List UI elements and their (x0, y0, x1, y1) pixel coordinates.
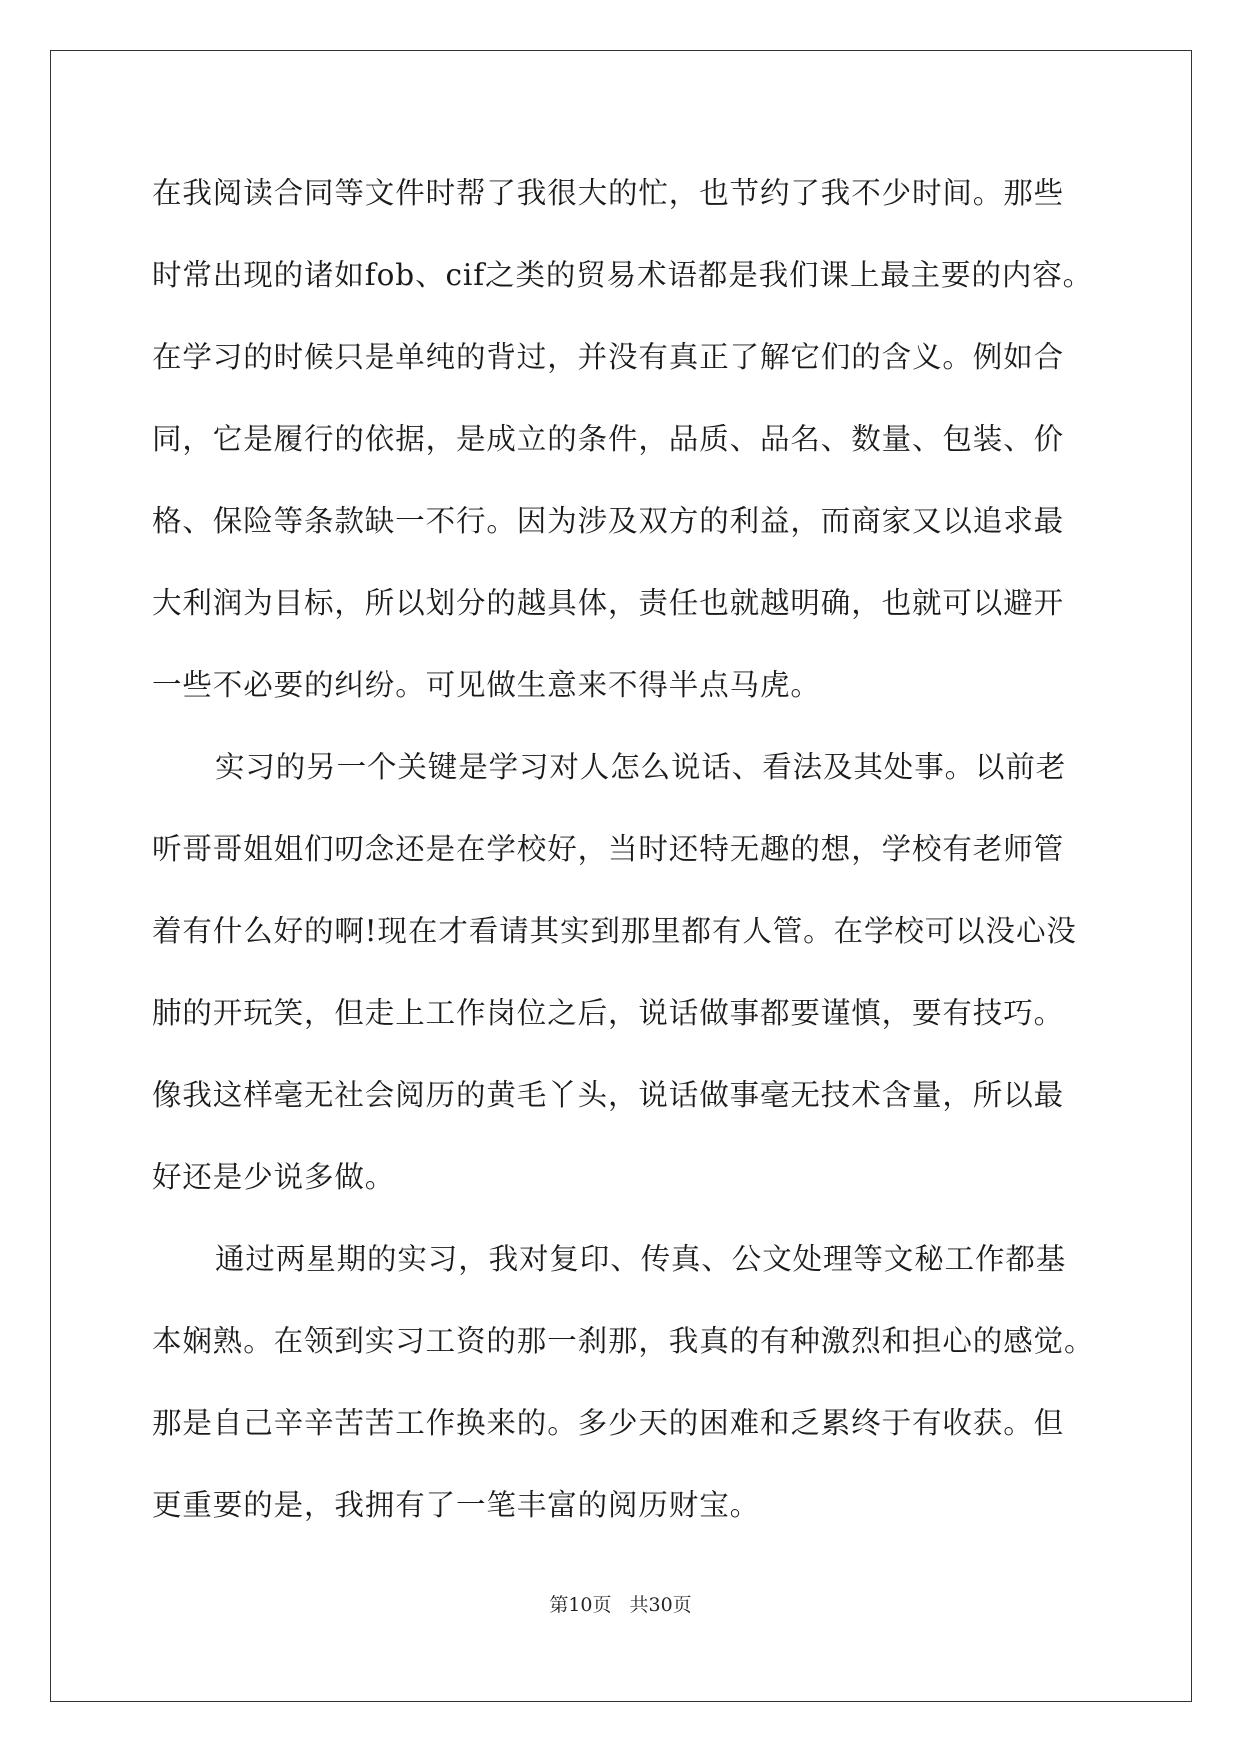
current-page-number: 第10页 (549, 1594, 612, 1616)
text-line: 那是自己辛辛苦苦工作换来的。多少天的困难和乏累终于有收获。但 (152, 1406, 1065, 1440)
text-line: 时常出现的诸如fob、cif之类的贸易术语都是我们课上最主要的内容。 (152, 258, 1094, 292)
text-line: 本娴熟。在领到实习工资的那一刹那，我真的有种激烈和担心的感觉。 (152, 1324, 1095, 1358)
text-line: 一些不必要的纠纷。可见做生意来不得半点马虎。 (152, 668, 821, 702)
text-line: 格、保险等条款缺一不行。因为涉及双方的利益，而商家又以追求最 (152, 504, 1065, 538)
text-line: 像我这样毫无社会阅历的黄毛丫头，说话做事毫无技术含量，所以最 (152, 1078, 1065, 1112)
text-line: 好还是少说多做。 (152, 1160, 396, 1194)
paragraph-start-line: 实习的另一个关键是学习对人怎么说话、看法及其处事。以前老 (215, 750, 1067, 784)
total-page-count: 共30页 (629, 1594, 692, 1616)
document-body (152, 163, 1142, 1557)
paragraph-start-line: 通过两星期的实习，我对复印、传真、公文处理等文秘工作都基 (215, 1242, 1067, 1276)
page-footer (0, 1590, 1241, 1617)
text-line: 大利润为目标，所以划分的越具体，责任也就越明确，也就可以避开 (152, 586, 1065, 620)
text-line: 在学习的时候只是单纯的背过，并没有真正了解它们的含义。例如合 (152, 340, 1065, 374)
text-line: 肺的开玩笑，但走上工作岗位之后，说话做事都要谨慎，要有技巧。 (152, 996, 1065, 1030)
text-line: 听哥哥姐姐们叨念还是在学校好，当时还特无趣的想，学校有老师管 (152, 832, 1065, 866)
text-line: 同，它是履行的依据，是成立的条件，品质、品名、数量、包装、价 (152, 422, 1065, 456)
text-line: 更重要的是，我拥有了一笔丰富的阅历财宝。 (152, 1488, 761, 1522)
text-line: 在我阅读合同等文件时帮了我很大的忙，也节约了我不少时间。那些 (152, 176, 1065, 210)
text-line: 着有什么好的啊!现在才看请其实到那里都有人管。在学校可以没心没 (152, 914, 1077, 948)
